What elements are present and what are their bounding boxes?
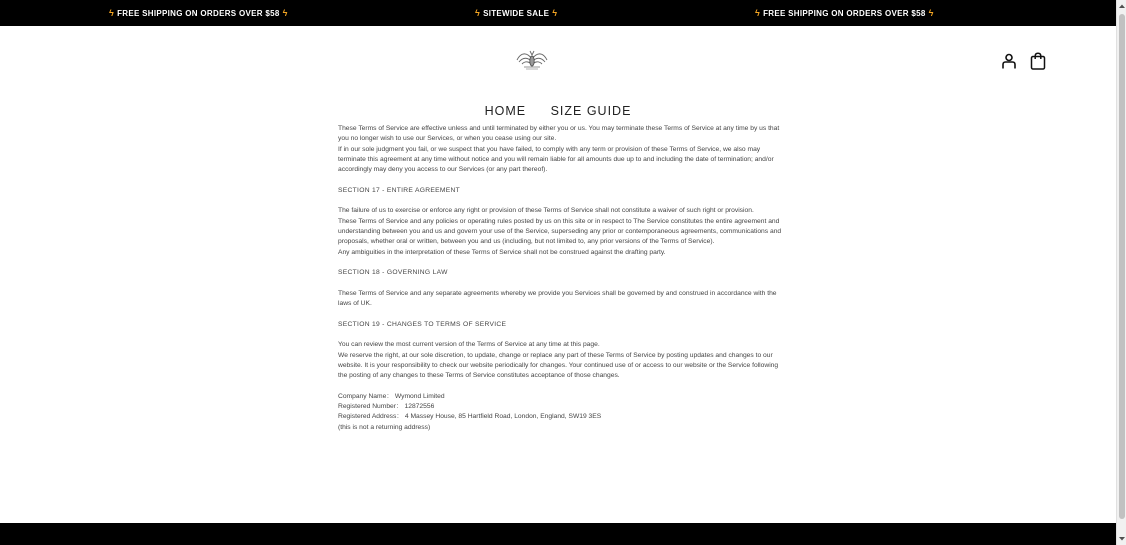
terms-of-service-content — [338, 124, 782, 433]
announcement-text: FREE SHIPPING ON ORDERS OVER $58 — [117, 9, 280, 18]
terms-paragraph: These Terms of Service are effective unless and until terminated by either you or us. You may terminate these Terms of Service at any time by us that you no longer wish to use our Services, or when you cease using our site. — [338, 125, 780, 143]
terms-paragraph: You can review the most current version of the Terms of Service at any time at this page. — [338, 341, 600, 349]
lightning-icon: ϟ — [755, 8, 761, 18]
paragraph-spacer — [338, 330, 782, 340]
account-icon[interactable] — [1001, 53, 1017, 69]
nav-item-size-guide[interactable]: SIZE GUIDE — [550, 104, 632, 118]
section-heading: SECTION 19 - CHANGES TO TERMS OF SERVICE — [338, 320, 507, 328]
terms-paragraph: Registered Address： 4 Massey House, 85 Hartfield Road, London, England, SW19 3ES — [338, 413, 602, 421]
terms-paragraph: Registered Number： 12872556 — [338, 403, 435, 411]
brand-logo-icon[interactable] — [513, 46, 551, 74]
terms-paragraph: These Terms of Service and any policies or operating rules posted by us on this site or in respect to The Service constitutes the entire agreement and understanding between you and us and govern your use of the Service, superseding any prior or contemporaneous agreements, communications and proposals, whether oral or written, between you and us (including, but not limited to, any prior versions of the Terms of Service). — [338, 217, 782, 246]
lightning-icon: ϟ — [928, 8, 934, 18]
paragraph-spacer — [338, 278, 782, 288]
lightning-icon: ϟ — [552, 8, 558, 18]
paragraph-spacer — [338, 258, 782, 268]
lightning-icon: ϟ — [109, 8, 115, 18]
shopping-bag-icon[interactable] — [1030, 52, 1046, 70]
terms-paragraph: If in our sole judgment you fail, or we suspect that you have failed, to comply with any term or provision of these Terms of Service, we also may terminate this agreement at any time without notice and you will remain liable for all amounts due up to and including the date of termination; and/or accordingly may deny you access to our Services (or any part thereof). — [338, 145, 774, 174]
terms-paragraph: These Terms of Service and any separate agreements whereby we provide you Services shall be governed by and construed in accordance with the laws of UK. — [338, 289, 777, 308]
terms-paragraph: (this is not a returning address) — [338, 423, 431, 431]
paragraph-spacer — [338, 196, 782, 206]
section-heading: SECTION 17 - ENTIRE AGREEMENT — [338, 186, 461, 194]
terms-paragraph: Any ambiguities in the interpretation of these Terms of Service shall not be construed against the drafting party. — [338, 248, 666, 256]
announcement-item[interactable] — [106, 0, 291, 26]
scrollbar-thumb[interactable] — [1119, 14, 1125, 519]
site-footer — [0, 523, 1116, 545]
terms-paragraph: Company Name： Wymond Limited — [338, 392, 445, 400]
nav-item-home[interactable]: HOME — [484, 104, 527, 118]
announcement-item[interactable] — [752, 0, 937, 26]
announcement-bar — [0, 0, 1116, 26]
site-header — [0, 26, 1116, 126]
scroll-up-arrow-icon[interactable] — [1117, 2, 1126, 10]
section-heading: SECTION 18 - GOVERNING LAW — [338, 269, 448, 277]
lightning-icon: ϟ — [475, 8, 481, 18]
announcement-text: SITEWIDE SALE — [483, 9, 550, 18]
vertical-scrollbar[interactable] — [1116, 0, 1126, 545]
paragraph-spacer — [338, 175, 782, 185]
terms-paragraph: The failure of us to exercise or enforce any right or provision of these Terms of Service shall not constitute a waiver of such right or provision. — [338, 207, 754, 215]
paragraph-spacer — [338, 309, 782, 319]
paragraph-spacer — [338, 381, 782, 391]
main-nav — [0, 104, 1116, 118]
scroll-down-arrow-icon[interactable] — [1117, 535, 1126, 543]
lightning-icon: ϟ — [282, 8, 288, 18]
announcement-item[interactable] — [472, 0, 560, 26]
announcement-text: FREE SHIPPING ON ORDERS OVER $58 — [763, 9, 926, 18]
terms-paragraph: We reserve the right, at our sole discretion, to update, change or replace any part of these Terms of Service by posting updates and changes to our website. It is your responsibility to check our website periodically for changes. Your continued use of or access to our website or the Service following the posting of any changes to these Terms of Service constitutes acceptance of those changes. — [338, 351, 779, 380]
